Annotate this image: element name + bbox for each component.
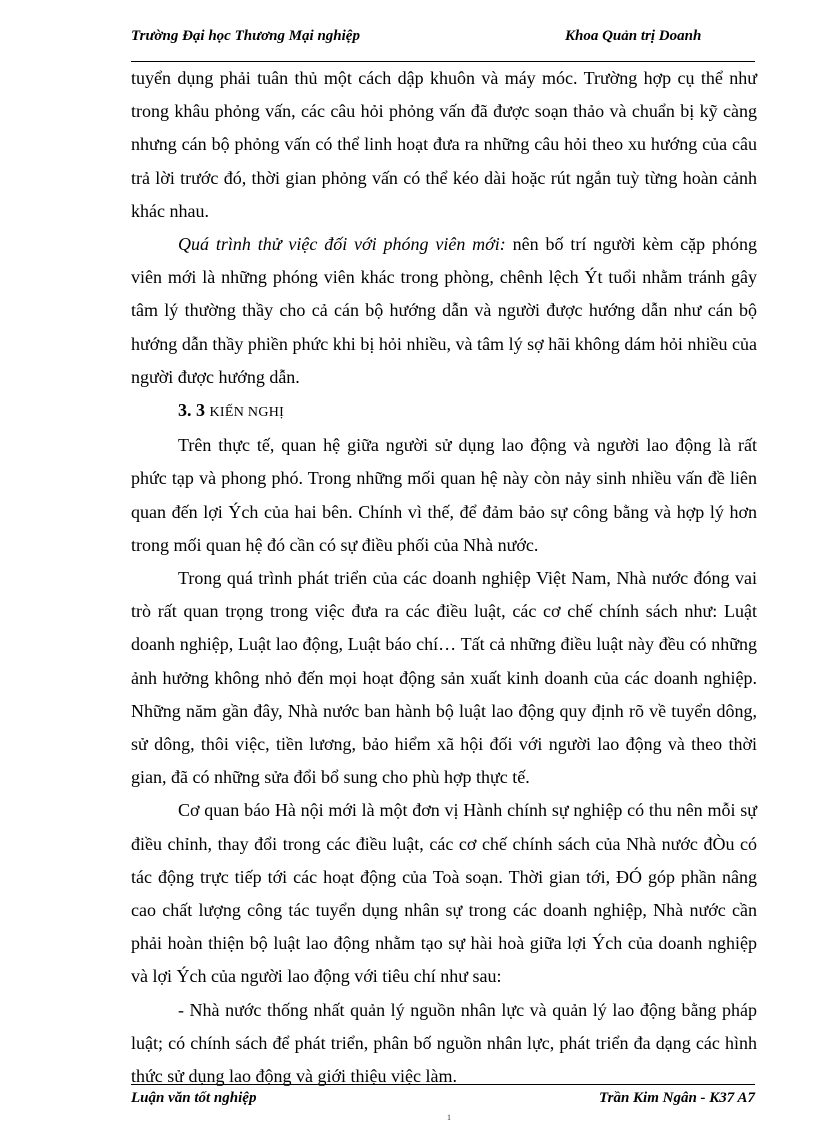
section-heading [131, 394, 757, 429]
footer-divider [131, 1084, 755, 1085]
header-school-name: Trường Đại học Thương Mại nghiệp [131, 28, 360, 44]
header-faculty-name: Khoa Quản trị Doanh [565, 28, 702, 44]
footer-author: Trần Kim Ngân - K37 A7 [599, 1090, 755, 1106]
section-heading-number: 3. 3 [178, 400, 210, 421]
footer-thesis-label: Luận văn tốt nghiệp [131, 1090, 257, 1106]
paragraph-hanoi-moi: Cơ quan báo Hà nội mới là một đơn vị Hành chính sự nghiệp có thu nên mỗi sự điều chỉnh, thay đổi trong các điều luật, các cơ chế chính sách của Nhà nước đÒu có tác động trực tiếp tới các hoạt động của Toà soạn. Thời gian tới, ĐÓ góp phần nâng cao chất lượng công tác tuyển dụng nhân sự trong các doanh nghiệp, Nhà nước cần phải hoàn thiện bộ luật lao động nhằm tạo sự hài hoà giữa lợi Ých của doanh nghiệp và lợi Ých của người lao động với tiêu chí như sau: [131, 800, 757, 987]
section-heading-title: KIẾN NGHỊ [209, 405, 285, 421]
paragraph-probation-lead: Quá trình thử việc đối với phóng viên mới: [178, 234, 506, 255]
paragraph-state-management: - Nhà nước thống nhất quản lý nguồn nhân lực và quản lý lao động bằng pháp luật; có chính sách để phát triển, phân bố nguồn nhân lực, phát triển đa dạng các hình thức sử dụng lao động và giới thiệu việc làm. [131, 999, 757, 1087]
paragraph-recruitment-flexibility: tuyển dụng phải tuân thủ một cách dập khuôn và máy móc. Trường hợp cụ thể như trong khâu phỏng vấn, các câu hỏi phỏng vấn đã được soạn thảo và chuẩn bị kỹ càng nhưng cán bộ phỏng vấn có thể linh hoạt đưa ra những câu hỏi theo xu hướng của câu trả lời trước đó, thời gian phỏng vấn có thể kéo dài hoặc rút ngắn tuỳ từng hoàn cảnh khác nhau. [131, 68, 757, 221]
paragraph-labor-relations: Trên thực tế, quan hệ giữa người sử dụng lao động và người lao động là rất phức tạp và phong phó. Trong những mối quan hệ này còn nảy sinh nhiều vấn đề liên quan đến lợi Ých của hai bên. Chính vì thế, để đảm bảo sự công bằng và hợp lý hơn trong mối quan hệ đó cần có sự điều phối của Nhà nước. [131, 435, 757, 555]
paragraph-probation [131, 228, 757, 394]
document-body [131, 62, 757, 1093]
page-number: 1 [447, 1113, 451, 1122]
paragraph-probation-text: nên bố trí người kèm cặp phóng viên mới là những phóng viên khác trong phòng, chênh lệch Ýt tuổi nhằm tránh gây tâm lý thường thầy cho cả cán bộ hướng dẫn và người được hướng dẫn như cán bộ hướng dẫn thầy phiền phức khi bị hỏi nhiều, và tâm lý sợ hãi không dám hỏi nhiều của người được hướng dẫn. [131, 234, 757, 387]
paragraph-state-role: Trong quá trình phát triển của các doanh nghiệp Việt Nam, Nhà nước đóng vai trò rất quan trọng trong việc đưa ra các điều luật, các cơ chế chính sách như: Luật doanh nghiệp, Luật lao động, Luật báo chí… Tất cả những điều luật này đều có những ảnh hưởng không nhỏ đến mọi hoạt động sản xuất kinh doanh của các doanh nghiệp. Những năm gần đây, Nhà nước ban hành bộ luật lao động quy định rõ về tuyển dông, sử dông, thôi việc, tiền lương, bảo hiểm xã hội đối với người lao động và theo thời gian, đã có những sửa đổi bổ sung cho phù hợp thực tế. [131, 568, 757, 788]
